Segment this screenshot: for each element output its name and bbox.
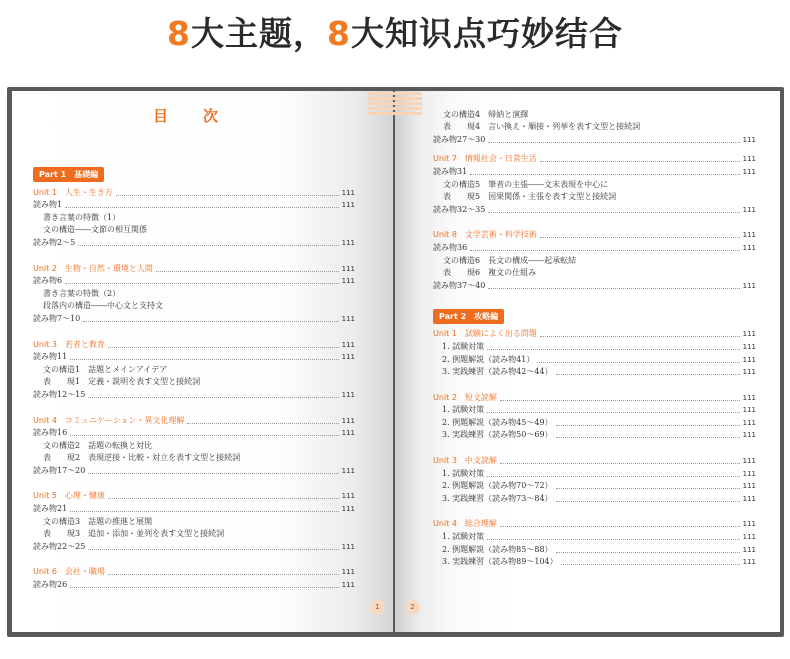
toc-entry-row (433, 543, 756, 556)
dot-leader (488, 288, 739, 289)
dot-leader (156, 271, 339, 272)
entry-text: 3. 実践練習（読み物42～44） (442, 367, 553, 377)
unit-heading-row (433, 328, 756, 341)
entry-text: 読み物7～10 (33, 313, 81, 323)
unit-title: Unit 1 人生・生き方 (33, 187, 113, 197)
dot-leader (108, 347, 339, 348)
entry-text: 1. 試験対策 (442, 405, 485, 415)
right-toc-column (433, 108, 756, 581)
entry-page-number: 111 (341, 264, 355, 273)
toc-entry-row (433, 108, 756, 121)
entry-page-number: 111 (341, 390, 355, 399)
dot-leader (537, 362, 739, 363)
toc-entry-row (433, 404, 756, 417)
toc-entry-row (433, 467, 756, 480)
entry-text: 表 現4 言い換え・順接・列挙を表す文型と接続詞 (443, 122, 641, 132)
entry-page-number: 111 (742, 393, 756, 402)
entry-page-number: 111 (742, 281, 756, 290)
unit-title: Unit 2 生物・自然・環境と人間 (33, 263, 153, 273)
unit-heading-row (33, 490, 355, 503)
dot-leader (488, 142, 739, 143)
dot-leader (78, 245, 338, 246)
toc-entry-row (433, 480, 756, 493)
toc-entry-row (33, 199, 355, 212)
entry-page-number: 111 (742, 355, 756, 364)
dot-leader (500, 526, 740, 527)
toc-entry-row (33, 376, 355, 389)
toc-entry-row (33, 275, 355, 288)
entry-text: 表 現6 複文の仕組み (443, 268, 537, 278)
unit-heading-row (433, 391, 756, 404)
entry-text: 文の構造5 筆者の主張――文末表現を中心に (443, 179, 609, 189)
part-badge: Part 2 攻略編 (433, 309, 504, 324)
entry-page-number: 111 (341, 314, 355, 323)
toc-entry-row (33, 515, 355, 528)
right-unit-list-a (433, 153, 756, 305)
unit-heading-row (33, 262, 355, 275)
toc-entry-row (433, 191, 756, 204)
toc-entry-row (433, 353, 756, 366)
entry-text: 読み物21 (33, 504, 68, 514)
entry-page-number: 111 (742, 342, 756, 351)
dot-leader (487, 539, 739, 540)
entry-text: 3. 実践練習（読み物89～104） (442, 557, 558, 567)
toc-entry-row (33, 427, 355, 440)
toc-entry-row (33, 439, 355, 452)
dot-leader (540, 336, 740, 337)
toc-entry-row (33, 502, 355, 515)
headline-text-2: 大知识点巧妙结合 (350, 14, 623, 53)
unit-heading-row (33, 566, 355, 579)
unit-heading-row (33, 186, 355, 199)
entry-page-number: 111 (742, 469, 756, 478)
toc-entry-row (33, 224, 355, 237)
dot-leader (556, 425, 740, 426)
entry-page-number: 111 (341, 277, 355, 286)
dot-leader (88, 549, 338, 550)
toc-entry-row (433, 366, 756, 379)
toc-entry-row (33, 528, 355, 541)
entry-text: 読み物2～5 (33, 237, 76, 247)
entry-text: 文の構造1 話題とメインアイデア (43, 364, 168, 374)
toc-entry-row (33, 287, 355, 300)
dot-leader (470, 250, 739, 251)
dot-leader (556, 552, 740, 553)
dot-leader (500, 400, 740, 401)
dot-leader (487, 349, 739, 350)
dot-leader (487, 476, 739, 477)
unit-heading-row (433, 229, 756, 242)
unit-title: Unit 4 コミュニケーション・異文化理解 (33, 415, 185, 425)
entry-page-number: 111 (341, 201, 355, 210)
entry-text: 読み物6 (33, 276, 63, 286)
entry-text: 表 現1 定義・説明を表す文型と接続詞 (43, 377, 201, 387)
entry-text: 文の構造4 帰納と演繹 (443, 109, 529, 119)
dot-leader (487, 412, 739, 413)
entry-text: 2. 例題解説（読み物70～72） (442, 481, 553, 491)
entry-page-number: 111 (742, 231, 756, 240)
entry-page-number: 111 (742, 406, 756, 415)
toc-entry-row (433, 133, 756, 146)
entry-page-number: 111 (742, 520, 756, 529)
entry-text: 読み物12～15 (33, 389, 86, 399)
toc-entry-row (33, 452, 355, 465)
dot-leader (556, 437, 740, 438)
unit-heading-row (433, 153, 756, 166)
entry-page-number: 111 (742, 494, 756, 503)
entry-page-number: 111 (341, 542, 355, 551)
entry-text: 読み物31 (433, 166, 468, 176)
entry-text: 表 現2 表現逆接・比較・対立を表す文型と接続詞 (43, 453, 241, 463)
entry-page-number: 111 (742, 368, 756, 377)
entry-text: 文の構造3 話題の推進と展開 (43, 516, 153, 526)
dot-leader (187, 423, 338, 424)
entry-page-number: 111 (742, 418, 756, 427)
toc-entry-row (33, 211, 355, 224)
entry-text: 書き言葉の特徴（2） (43, 288, 121, 298)
entry-page-number: 111 (341, 416, 355, 425)
right-continued-rows (433, 108, 756, 146)
page-number: 1 (370, 600, 385, 615)
entry-page-number: 111 (742, 482, 756, 491)
entry-page-number: 111 (742, 457, 756, 466)
dot-leader (70, 511, 338, 512)
entry-page-number: 111 (742, 155, 756, 164)
entry-page-number: 111 (341, 492, 355, 501)
entry-text: 1. 試験対策 (442, 341, 485, 351)
unit-heading-row (33, 414, 355, 427)
page-number: 2 (405, 600, 420, 615)
toc-entry-row (433, 165, 756, 178)
toc-entry-row (433, 178, 756, 191)
dot-leader (540, 237, 740, 238)
entry-page-number: 111 (742, 533, 756, 542)
unit-title: Unit 8 文学芸術・科学技術 (433, 230, 537, 240)
toc-entry-row (33, 540, 355, 553)
toc-title: 目 次 (152, 107, 228, 125)
dot-leader (108, 574, 339, 575)
entry-text: 文の構造――文節の相互関係 (43, 225, 147, 235)
entry-text: 2. 例題解説（読み物45～49） (442, 417, 553, 427)
left-toc-column (33, 167, 355, 604)
dot-leader (65, 207, 339, 208)
entry-text: 読み物11 (33, 352, 68, 362)
toc-entry-row (33, 312, 355, 325)
toc-entry-row (33, 300, 355, 313)
entry-text: 読み物1 (33, 200, 63, 210)
entry-page-number: 111 (341, 568, 355, 577)
entry-text: 3. 実践練習（読み物73～84） (442, 493, 553, 503)
dot-leader (556, 501, 740, 502)
dot-leader (540, 161, 740, 162)
toc-entry-row (433, 121, 756, 134)
toc-entry-row (433, 416, 756, 429)
dot-leader (556, 374, 740, 375)
toc-entry-row (33, 578, 355, 591)
toc-entry-row (433, 267, 756, 280)
unit-heading-row (33, 338, 355, 351)
entry-text: 1. 試験対策 (442, 468, 485, 478)
unit-heading-row (433, 454, 756, 467)
entry-text: 2. 例題解説（読み物41） (442, 354, 535, 364)
dot-leader (70, 435, 338, 436)
entry-text: 読み物22～25 (33, 541, 86, 551)
dot-leader (88, 473, 338, 474)
dot-leader (470, 174, 739, 175)
entry-text: 1. 試験対策 (442, 532, 485, 542)
toc-entry-row (33, 351, 355, 364)
dot-leader (70, 587, 338, 588)
entry-text: 読み物17～20 (33, 465, 86, 475)
toc-entry-row (433, 530, 756, 543)
toc-entry-row (433, 203, 756, 216)
dot-leader (70, 359, 338, 360)
toc-entry-row (433, 279, 756, 292)
headline (0, 8, 790, 66)
entry-page-number: 111 (341, 505, 355, 514)
dot-leader (88, 397, 338, 398)
dot-leader (488, 212, 739, 213)
entry-text: 読み物37～40 (433, 280, 486, 290)
entry-page-number: 111 (742, 205, 756, 214)
toc-entry-row (433, 241, 756, 254)
entry-text: 表 現5 因果関係・主張を表す文型と接続詞 (443, 192, 617, 202)
entry-page-number: 111 (742, 545, 756, 554)
dot-leader (83, 321, 338, 322)
entry-page-number: 111 (341, 238, 355, 247)
dot-leader (500, 463, 740, 464)
dot-leader (116, 195, 339, 196)
dot-leader (556, 488, 740, 489)
entry-page-number: 111 (341, 340, 355, 349)
toc-entry-row (33, 388, 355, 401)
entry-page-number: 111 (742, 135, 756, 144)
toc-entry-row (33, 464, 355, 477)
toc-entry-row (433, 492, 756, 505)
entry-page-number: 111 (742, 330, 756, 339)
entry-text: 表 現3 追加・添加・並列を表す文型と接続詞 (43, 529, 225, 539)
entry-page-number: 111 (341, 466, 355, 475)
headline-text-1: 大主题， (191, 14, 327, 53)
dot-leader (108, 498, 339, 499)
unit-title: Unit 6 会社・職場 (33, 567, 105, 577)
unit-title: Unit 5 心理・健康 (33, 491, 105, 501)
entry-page-number: 111 (341, 581, 355, 590)
entry-page-number: 111 (341, 188, 355, 197)
headline-number-1: 8 (167, 14, 191, 53)
entry-page-number: 111 (341, 353, 355, 362)
unit-title: Unit 3 中文読解 (433, 456, 497, 466)
entry-text: 3. 実践練習（読み物50～69） (442, 430, 553, 440)
entry-text: 読み物32～35 (433, 204, 486, 214)
entry-text: 文の構造2 話題の転換と対比 (43, 440, 153, 450)
dot-leader (65, 283, 339, 284)
toc-entry-row (33, 236, 355, 249)
entry-text: 読み物26 (33, 580, 68, 590)
toc-entry-row (33, 363, 355, 376)
entry-page-number: 111 (341, 429, 355, 438)
entry-text: 読み物27～30 (433, 134, 486, 144)
entry-page-number: 111 (742, 431, 756, 440)
unit-title: Unit 4 総合理解 (433, 519, 497, 529)
unit-title: Unit 2 短文読解 (433, 392, 497, 402)
toc-entry-row (433, 429, 756, 442)
toc-entry-row (433, 340, 756, 353)
entry-page-number: 111 (742, 558, 756, 567)
entry-text: 読み物36 (433, 242, 468, 252)
entry-page-number: 111 (742, 243, 756, 252)
dot-leader (561, 564, 740, 565)
part-badge: Part 1 基礎編 (33, 167, 104, 182)
headline-number-2: 8 (327, 14, 351, 53)
left-unit-list (33, 186, 355, 604)
entry-text: 文の構造6 長文の構成――起承転結 (443, 255, 577, 265)
unit-title: Unit 3 若者と教育 (33, 339, 105, 349)
unit-title: Unit 7 情報社会・日常生活 (433, 154, 537, 164)
right-unit-list-b (433, 328, 756, 582)
entry-page-number: 111 (742, 167, 756, 176)
unit-heading-row (433, 518, 756, 531)
unit-title: Unit 1 試験によく出る問題 (433, 329, 537, 339)
entry-text: 読み物16 (33, 428, 68, 438)
entry-text: 段落内の構造――中心文と支持文 (43, 301, 163, 311)
toc-entry-row (433, 556, 756, 569)
entry-text: 書き言葉の特徴（1） (43, 212, 121, 222)
entry-text: 2. 例題解説（読み物85～88） (442, 544, 553, 554)
toc-entry-row (433, 254, 756, 267)
